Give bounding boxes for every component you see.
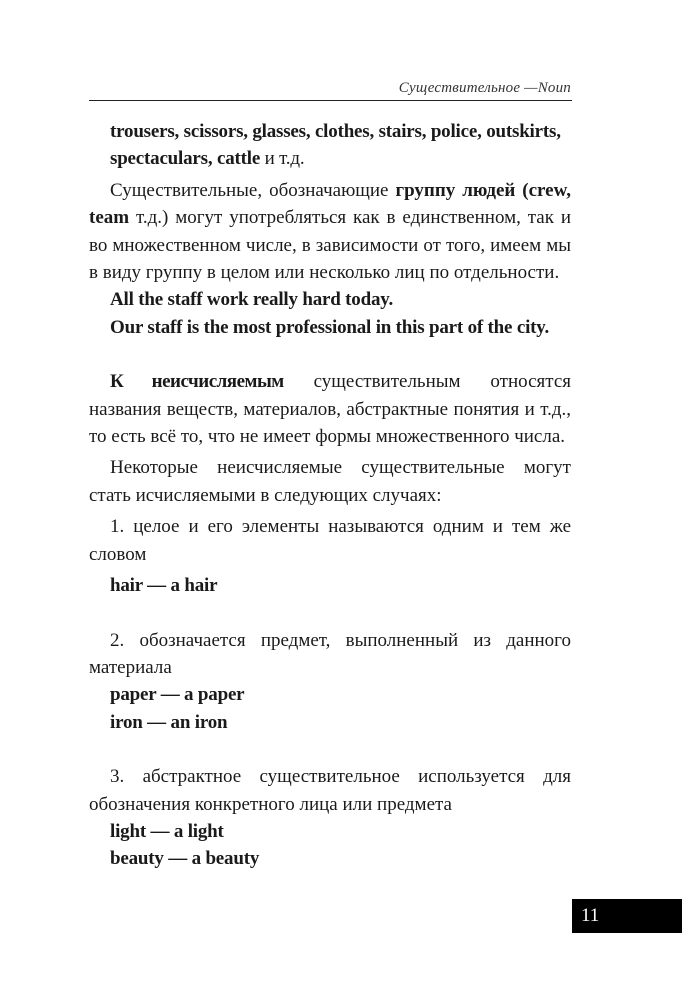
case-2: 2. обозначается предмет, выполненный из данного материала [89,629,571,678]
example-pair: beauty — a beauty [110,848,260,870]
case-1: 1. целое и его элементы называются одним и тем же словом [89,516,571,565]
example-sentence: Our staff is the most professional in this part of the city. [110,316,550,338]
case-3: 3. абстрактное существительное используется для обозначения конкретного лица или предмета [89,766,571,815]
page-body [89,118,571,873]
collective-intro: Существительные, обозначающие [110,179,396,201]
header-rule [89,100,572,101]
example-pair: paper — a paper [110,684,245,706]
running-header-title: Существительное —Noun [398,80,571,96]
paragraph-collective-nouns [89,177,571,287]
plural-nouns-list: trousers, scissors, glasses, clothes, stairs, police, outskirts, spectaculars, cattle [110,121,561,170]
collective-term: группу людей (crew, team [89,179,571,229]
example-pair: iron — an iron [110,711,228,733]
collective-explanation: т.д.) могут употребляться как в единственном, так и во множественном числе, в зависимости от того, имеем мы в виду группу в целом или несколько лиц по отдельности. [89,207,571,284]
uncountable-term: К неисчисляемым [110,371,284,393]
paragraph-uncountable-definition [89,368,571,450]
example-sentence: All the staff work really hard today. [110,289,394,311]
paragraph-plural-nouns [89,118,571,173]
paragraph-uncountable-cases: Некоторые неисчисляемые существительные могут стать исчисляемыми в следующих случаях: [89,457,571,506]
plural-nouns-tail: и т.д. [260,148,305,170]
uncountable-explanation: существительным относятся названия веществ, материалов, абстрактные понятия и т.д., то есть всё то, что не имеет формы множественного числа. [89,371,572,448]
page-number-tab [572,899,682,933]
example-pair: light — a light [110,820,224,842]
page-number: 11 [581,905,600,926]
example-pair: hair — a hair [110,575,218,597]
